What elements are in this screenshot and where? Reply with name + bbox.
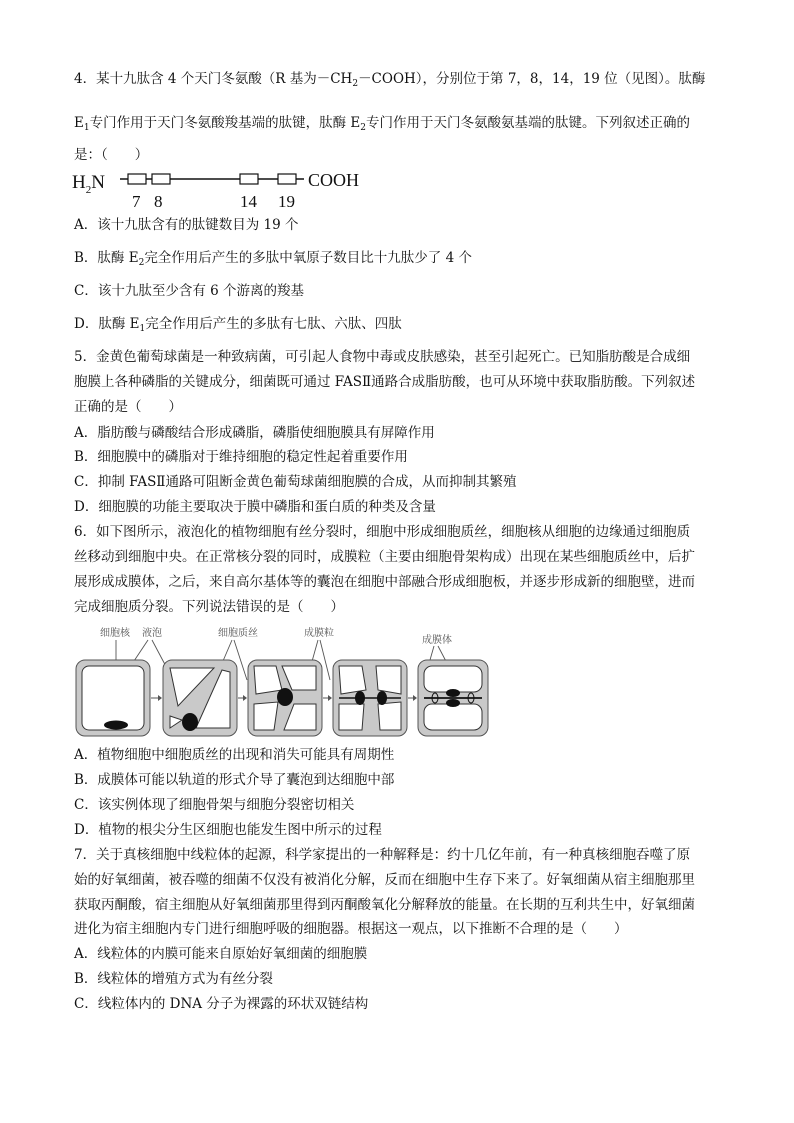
residue-box-8 [152,174,170,184]
q4-option-c: C．该十九肽至少含有 6 个游离的羧基 [74,283,305,299]
q7-line2: 始的好氧细菌，被吞噬的细菌不仅没有被消化分解，反而在细胞中生存下来了。好氧细菌从宿主细胞那里 [74,872,695,888]
position-label-14: 14 [240,192,257,211]
cell-division-diagram [72,624,492,740]
q6-option-a: A．植物细胞中细胞质丝的出现和消失可能具有周期性 [74,747,395,763]
q4-option-a: A．该十九肽含有的肽键数目为 19 个 [74,217,299,233]
q5-option-d: D．细胞膜的功能主要取决于膜中磷脂和蛋白质的种类及含量 [74,499,436,515]
q4-line1: 4．某十九肽含 4 个天门冬氨酸（R 基为$-CH_2-COOH$），分别位于第 7，8，14，19 位（见图）。肽酶 [74,71,706,89]
label-vacuole: 液泡 [142,628,162,639]
q6-option-b: B．成膜体可能以轨道的形式介导了囊泡到达细胞中部 [74,772,395,788]
q6-option-c: C．该实例体现了细胞骨架与细胞分裂密切相关 [74,797,355,813]
q5-option-b: B．细胞膜中的磷脂对于维持细胞的稳定性起着重要作用 [74,449,408,465]
peptide-n-terminus: $H_2N$ [72,172,105,196]
cell-stage-1 [76,660,150,736]
cell-stage-5 [418,660,488,736]
cell-stage-3 [248,660,322,736]
position-label-19: 19 [278,192,295,211]
residue-box-19 [278,174,296,184]
q5-line2: 胞膜上各种磷脂的关键成分，细菌既可通过 FASⅡ通路合成脂肪酸，也可从环境中获取脂肪酸。下列叙述 [74,374,696,390]
cell-stage-2 [163,660,237,736]
peptide-diagram [72,162,372,212]
q7-option-c: C．线粒体内的 DNA 分子为裸露的环状双链结构 [74,996,369,1012]
q7-line3: 获取丙酮酸，宿主细胞从好氧细菌那里得到丙酮酸氧化分解释放的能量。在长期的互利共生中，好氧细菌 [74,897,695,913]
q5-option-c: C．抑制 FASⅡ通路可阻断金黄色葡萄球菌细胞膜的合成，从而抑制其繁殖 [74,474,517,490]
q6-line2: 丝移动到细胞中央。在正常核分裂的同时，成膜粒（主要由细胞骨架构成）出现在某些细胞质丝中，后扩 [74,549,695,565]
label-nucleus: 细胞核 [100,628,130,639]
q7-option-a: A．线粒体的内膜可能来自原始好氧细菌的细胞膜 [74,946,368,962]
q4-line2: $E_1$专门作用于天门冬氨酸羧基端的肽键，肽酶 $E_2$专门作用于天门冬氨酸氨基端的肽键。下列叙述正确的 [74,115,690,133]
position-label-7: 7 [132,192,141,211]
label-strand: 细胞质丝 [218,628,258,639]
q5-line3: 正确的是（ ） [74,399,182,415]
q7-option-b: B．线粒体的增殖方式为有丝分裂 [74,971,273,987]
position-label-8: 8 [154,192,163,211]
q6-line1: 6．如下图所示，液泡化的植物细胞有丝分裂时，细胞中形成细胞质丝，细胞核从细胞的边缘通过细胞质 [74,524,691,540]
q4-option-b: B．肽酶 $E_2$完全作用后产生的多肽中氧原子数目比十九肽少了 4 个 [74,250,472,268]
q4-option-d: D．肽酶 $E_1$完全作用后产生的多肽有七肽、六肽、四肽 [74,316,402,334]
peptide-c-terminus: COOH [308,170,360,190]
residue-box-7 [128,174,146,184]
label-granule: 成膜粒 [304,628,334,639]
q6-line3: 展形成成膜体，之后，来自高尔基体等的囊泡在细胞中部融合形成细胞板，并逐步形成新的细胞壁，进而 [74,574,695,590]
q6-line4: 完成细胞质分裂。下列说法错误的是（ ） [74,599,344,615]
q7-line4: 进化为宿主细胞内专门进行细胞呼吸的细胞器。根据这一观点，以下推断不合理的是（ ） [74,921,628,937]
label-body: 成膜体 [422,635,452,646]
q5-line1: 5．金黄色葡萄球菌是一种致病菌，可引起人食物中毒或皮肤感染，甚至引起死亡。已知脂肪酸是合成细 [74,349,691,365]
residue-box-14 [240,174,258,184]
cell-stage-4 [333,660,407,736]
q5-option-a: A．脂肪酸与磷酸结合形成磷脂，磷脂使细胞膜具有屏障作用 [74,425,435,441]
q6-option-d: D．植物的根尖分生区细胞也能发生图中所示的过程 [74,822,382,838]
q7-line1: 7．关于真核细胞中线粒体的起源，科学家提出的一种解释是：约十几亿年前，有一种真核细胞吞噬了原 [74,847,691,863]
q4-line3: 是：（ ） [74,147,149,163]
